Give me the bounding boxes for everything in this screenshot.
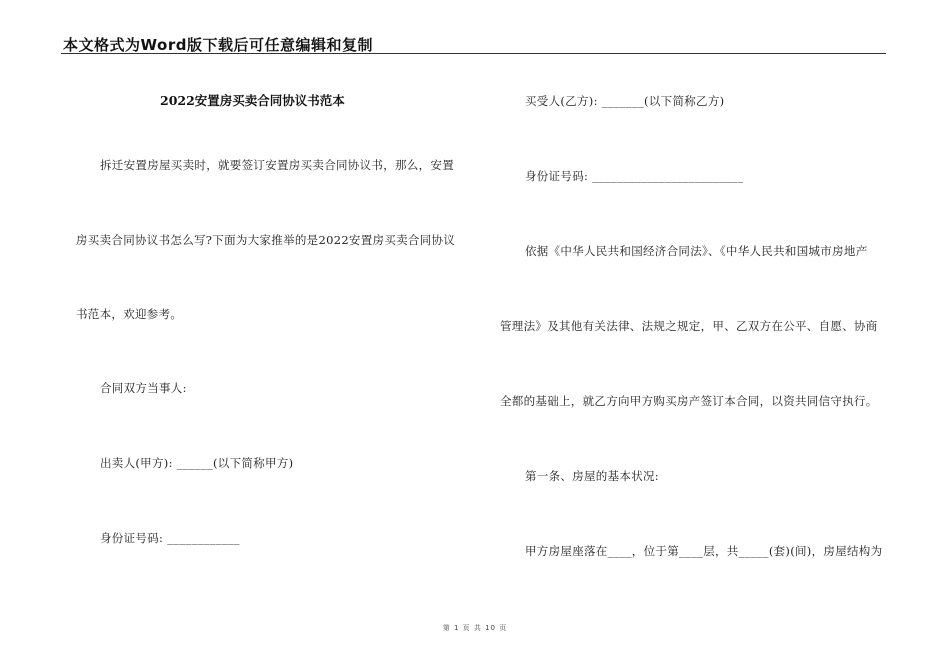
paragraph-line: 书范本，欢迎参考。	[76, 307, 183, 321]
page-number: 第 1 页 共 10 页	[442, 624, 508, 632]
paragraph-line: 管理法》及其他有关法律、法规之规定，甲、乙双方在公平、自愿、协商	[500, 319, 878, 333]
document-title: 2022安置房买卖合同协议书范本	[160, 93, 345, 108]
article-heading: 第一条、房屋的基本状况:	[525, 469, 659, 483]
document-header: 本文格式为Word版下载后可任意编辑和复制	[63, 36, 373, 54]
paragraph-line: 全都的基础上，就乙方向甲方购买房产签订本合同，以资共同信守执行。	[500, 394, 878, 408]
buyer-line: 买受人(乙方): _______(以下简称乙方)	[525, 94, 725, 108]
paragraph-line: 甲方房屋座落在____，位于第____层，共_____(套)(间)，房屋结构为	[525, 544, 883, 558]
paragraph-line: 房买卖合同协议书怎么写?下面为大家推举的是2022安置房买卖合同协议	[76, 233, 456, 247]
seller-id-line: 身份证号码: ____________	[100, 531, 240, 545]
paragraph-line: 合同双方当事人:	[100, 381, 187, 395]
paragraph-line: 拆迁安置房屋买卖时，就要签订安置房买卖合同协议书，那么，安置	[100, 158, 454, 172]
buyer-id-line: 身份证号码: _________________________	[525, 169, 744, 183]
paragraph-line: 依据《中华人民共和国经济合同法》、《中华人民共和国城市房地产	[525, 244, 868, 258]
header-divider	[61, 53, 886, 54]
seller-line: 出卖人(甲方): ______(以下简称甲方)	[100, 456, 294, 470]
